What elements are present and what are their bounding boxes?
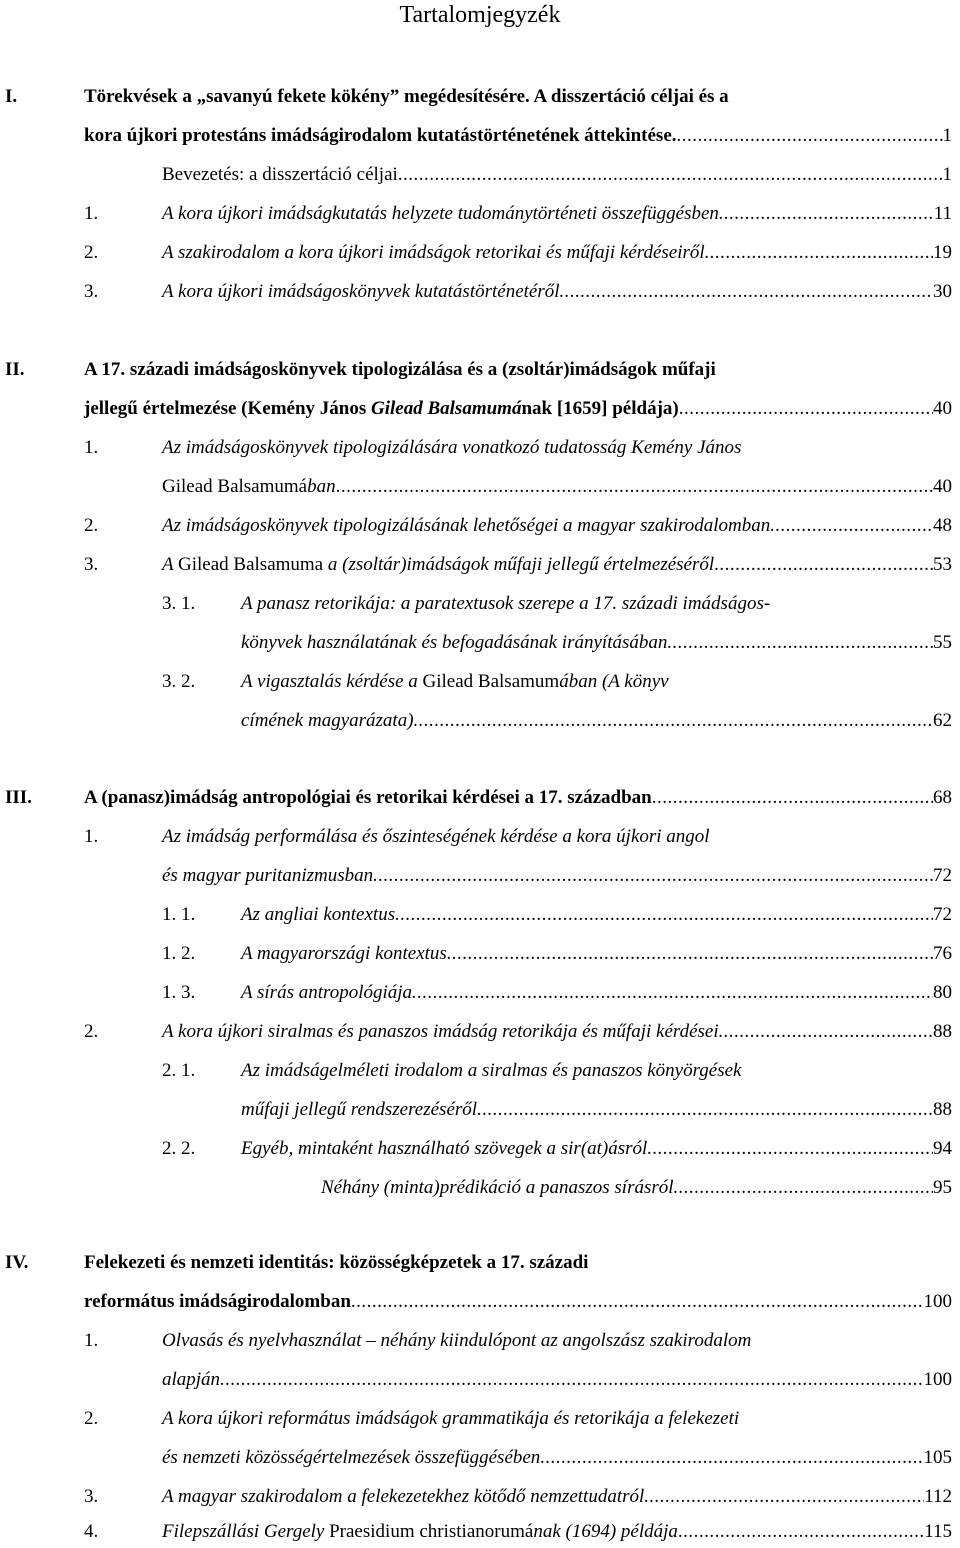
entry-title: A kora újkori imádságoskönyvek kutatástörténetéről <box>162 281 560 302</box>
toc-entry[interactable] <box>84 396 952 422</box>
entry-title: A szakirodalom a kora újkori imádságok retorikai és műfaji kérdéseiről <box>162 242 705 263</box>
toc-entry[interactable] <box>162 240 952 266</box>
leader-dots <box>652 785 933 811</box>
page-number: 11 <box>933 203 952 224</box>
toc-entry[interactable] <box>162 552 952 578</box>
entry-number: 1. 2. <box>162 943 196 964</box>
page-number: 19 <box>933 242 952 263</box>
leader-dots <box>395 902 933 928</box>
toc-entry[interactable] <box>162 863 952 889</box>
entry-number: 2. <box>84 1021 99 1042</box>
entry-title: A kora újkori imádságkutatás helyzete tudománytörténeti összefüggésben <box>162 203 719 224</box>
toc-entry[interactable] <box>84 785 952 811</box>
entry-number: 2. 2. <box>162 1138 196 1159</box>
toc-entry[interactable] <box>162 279 952 305</box>
leader-dots <box>447 941 933 967</box>
entry-title: A sírás antropológiája <box>241 982 413 1003</box>
entry-title: Egyéb, mintaként használható szövegek a sir(at)ásról <box>241 1138 648 1159</box>
leader-dots <box>644 1484 924 1510</box>
title-part: Gilead Balsamuma <box>178 554 324 575</box>
leader-dots <box>770 513 933 539</box>
toc-entry[interactable] <box>241 1136 952 1162</box>
leader-dots <box>351 1289 924 1315</box>
page-number: 80 <box>933 982 952 1003</box>
leader-dots <box>560 279 933 305</box>
entry-title: könyvek használatának és befogadásának irányításában <box>241 632 668 653</box>
toc-entry[interactable] <box>162 1519 952 1545</box>
entry-title-line <box>241 669 669 695</box>
entry-number: 1. 1. <box>162 904 196 925</box>
entry-number: 1. <box>84 1330 99 1351</box>
title-part: nak [1659] példája) <box>521 398 679 419</box>
entry-number: 1. <box>84 203 99 224</box>
toc-entry[interactable] <box>162 201 952 227</box>
entry-title-line: A kora újkori református imádságok grammatikája és retorikája a felekezeti <box>162 1408 740 1429</box>
page-number: 68 <box>933 787 952 808</box>
entry-number: 3. <box>84 281 99 302</box>
page-number: 100 <box>923 1369 952 1390</box>
section-title-line: református imádságirodalomban <box>84 1291 351 1312</box>
section-title-line: kora újkori protestáns imádságirodalom kutatástörténetének áttekintése. <box>84 125 677 146</box>
toc-entry[interactable] <box>162 162 952 188</box>
title-part: A vigasztalás kérdése a <box>241 671 423 692</box>
section-number: II. <box>5 359 25 380</box>
entry-title: Néhány (minta)prédikáció a panaszos sírásról <box>321 1177 674 1198</box>
entry-number: 1. <box>84 826 99 847</box>
section-title-line: Törekvések a „savanyú fekete kökény” megédesítésére. A disszertáció céljai és a <box>84 86 729 107</box>
page-number: 115 <box>924 1521 952 1542</box>
leader-dots <box>677 123 943 149</box>
toc-entry[interactable] <box>162 513 952 539</box>
entry-number: 3. 1. <box>162 593 196 614</box>
page-number: 72 <box>933 865 952 886</box>
toc-entry[interactable] <box>162 1484 952 1510</box>
title-part: Filepszállási Gergely <box>162 1521 330 1542</box>
entry-title: Az imádságoskönyvek tipologizálásának lehetőségei a magyar szakirodalomban <box>162 515 771 536</box>
leader-dots <box>414 708 933 734</box>
entry-number: 3. <box>84 554 99 575</box>
entry-title: és magyar puritanizmusban <box>162 865 374 886</box>
leader-dots <box>336 474 933 500</box>
leader-dots <box>647 1136 933 1162</box>
page-number: 55 <box>933 632 952 653</box>
toc-entry[interactable] <box>241 708 952 734</box>
entry-title-line: Az imádságelméleti irodalom a siralmas és panaszos könyörgések <box>241 1060 742 1081</box>
page-number: 48 <box>933 515 952 536</box>
page-number: 95 <box>933 1177 952 1198</box>
leader-dots <box>667 630 933 656</box>
entry-title: Bevezetés: a disszertáció céljai <box>162 164 398 185</box>
page-number: 72 <box>933 904 952 925</box>
entry-number: 3. <box>84 1486 99 1507</box>
leader-dots <box>674 1175 933 1201</box>
page-number: 76 <box>933 943 952 964</box>
leader-dots <box>714 552 933 578</box>
entry-number: 1. 3. <box>162 982 196 1003</box>
leader-dots <box>398 162 943 188</box>
page-number: 30 <box>933 281 952 302</box>
page-number: 100 <box>923 1291 952 1312</box>
entry-title: műfaji jellegű rendszerezéséről <box>241 1099 478 1120</box>
title-part: Praesidium christianorumá <box>329 1521 534 1542</box>
section-number: III. <box>5 787 32 808</box>
toc-entry[interactable] <box>241 941 952 967</box>
page-number: 40 <box>933 398 952 419</box>
leader-dots <box>678 1519 924 1545</box>
leader-dots <box>719 1019 933 1045</box>
entry-title: A magyar szakirodalom a felekezetekhez kötődő nemzettudatról <box>162 1486 645 1507</box>
title-part: Gilead Balsamum <box>422 671 560 692</box>
entry-number: 2. <box>84 242 99 263</box>
page-number: 88 <box>933 1021 952 1042</box>
entry-number: 2. <box>84 1408 99 1429</box>
toc-entry[interactable] <box>162 474 952 500</box>
entry-title: A magyarországi kontextus <box>241 943 447 964</box>
toc-entry[interactable] <box>241 980 952 1006</box>
page-number: 62 <box>933 710 952 731</box>
leader-dots <box>373 863 933 889</box>
toc-entry[interactable] <box>241 902 952 928</box>
page-number: 1 <box>942 164 952 185</box>
section-title-line: Felekezeti és nemzeti identitás: közösségképzetek a 17. századi <box>84 1252 589 1273</box>
section-title-line: A 17. századi imádságoskönyvek tipologizálása és a (zsoltár)imádságok műfaji <box>84 359 716 380</box>
title-part: nak (1694) példája <box>533 1521 678 1542</box>
entry-title-line: Az imádságoskönyvek tipologizálására vonatkozó tudatosság Kemény János <box>162 437 742 458</box>
toc-entry[interactable] <box>241 630 952 656</box>
entry-title-line: A panasz retorikája: a paratextusok szerepe a 17. századi imádságos- <box>241 593 771 614</box>
page-number: 105 <box>923 1447 952 1468</box>
page-title: Tartalomjegyzék <box>399 2 561 28</box>
title-part: a (zsoltár)imádságok műfaji jellegű értelmezéséről <box>323 554 715 575</box>
title-part: jellegű értelmezése (Kemény János <box>84 398 372 419</box>
toc-entry[interactable] <box>241 1097 952 1123</box>
toc-entry[interactable] <box>84 123 952 149</box>
entry-number: 2. 1. <box>162 1060 196 1081</box>
toc-entry[interactable] <box>162 1445 952 1471</box>
entry-title: A kora újkori siralmas és panaszos imádság retorikája és műfaji kérdései <box>162 1021 719 1042</box>
leader-dots <box>412 980 933 1006</box>
entry-number: 2. <box>84 515 99 536</box>
page-number: 1 <box>942 125 952 146</box>
leader-dots <box>719 201 934 227</box>
entry-number: 3. 2. <box>162 671 196 692</box>
page-number: 112 <box>924 1486 952 1507</box>
entry-title-line: Az imádság performálása és őszinteségének kérdése a kora újkori angol <box>162 826 710 847</box>
page-number: 40 <box>933 476 952 497</box>
title-part: Gilead Balsamumá <box>162 476 308 497</box>
page-number: 53 <box>933 554 952 575</box>
page-number: 94 <box>933 1138 952 1159</box>
toc-entry[interactable] <box>162 1367 952 1393</box>
leader-dots <box>220 1367 923 1393</box>
leader-dots <box>679 396 933 422</box>
title-part: A <box>162 554 179 575</box>
entry-title: alapján <box>162 1369 221 1390</box>
entry-title: címének magyarázata) <box>241 710 414 731</box>
entry-title: Az angliai kontextus <box>241 904 396 925</box>
page-number: 88 <box>933 1099 952 1120</box>
toc-entry[interactable] <box>162 1019 952 1045</box>
title-part: ában (A könyv <box>559 671 669 692</box>
section-title-line: A (panasz)imádság antropológiai és retorikai kérdései a 17. században <box>84 787 652 808</box>
entry-title-line: Olvasás és nyelvhasználat – néhány kiindulópont az angolszász szakirodalom <box>162 1330 752 1351</box>
entry-number: 4. <box>84 1521 99 1542</box>
section-number: IV. <box>5 1252 29 1273</box>
entry-title: és nemzeti közösségértelmezések összefüggésében <box>162 1447 541 1468</box>
toc-entry[interactable] <box>84 1289 952 1315</box>
title-part: ban <box>307 476 336 497</box>
leader-dots <box>540 1445 923 1471</box>
section-number: I. <box>5 86 18 107</box>
entry-number: 1. <box>84 437 99 458</box>
title-part: Gilead Balsamumá <box>371 398 522 419</box>
toc-entry[interactable] <box>321 1175 952 1201</box>
leader-dots <box>477 1097 933 1123</box>
leader-dots <box>705 240 933 266</box>
